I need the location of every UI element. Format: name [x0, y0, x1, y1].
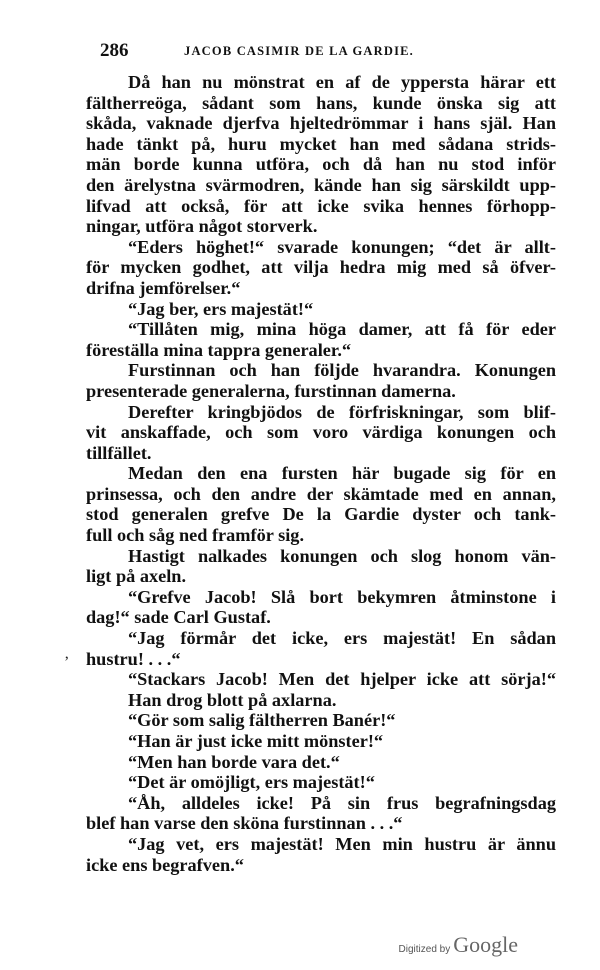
text-line: prinsessa, och den andre der skämtade med en annan, [86, 483, 556, 504]
text-line: “Det är omöjligt, ers majestät!“ [128, 772, 375, 793]
text-line: Furstinnan och han följde hvarandra. Konungen [128, 360, 556, 381]
text-line: icke ens begrafven.“ [86, 854, 244, 875]
text-line: Medan den ena fursten här bugade sig för en [128, 463, 556, 484]
text-line: presenterade generalerna, furstinnan damerna. [86, 380, 456, 401]
text-line: tillfället. [86, 442, 152, 463]
text-line: stod generalen grefve De la Gardie dyster och tank- [86, 504, 556, 525]
text-line: män borde kunna utföra, och då han nu stod inför [86, 154, 556, 175]
text-line: Han drog blott på axlarna. [128, 689, 337, 710]
text-line: “Eders höghet!“ svarade konungen; “det är allt- [128, 236, 556, 257]
text-line: hade tänkt på, huru mycket han med sådana strids- [86, 133, 556, 154]
text-line: Hastigt nalkades konungen och slog honom vän- [128, 545, 556, 566]
text-line: skåda, vaknade djerfva hjeltedrömmar i hans själ. Han [86, 113, 556, 134]
text-line: “Jag vet, ers majestät! Men min hustru är ännu [128, 833, 556, 854]
text-line: “Jag ber, ers majestät!“ [128, 298, 314, 319]
text-line: blef han varse den sköna furstinnan . . .“ [86, 813, 403, 834]
margin-mark: ’ [64, 654, 70, 671]
text-line: hustru! . . .“ [86, 648, 181, 669]
text-line: lifvad att också, för att icke svika hennes förhopp- [86, 195, 556, 216]
text-line: vit anskaffade, och som voro värdiga konungen och [86, 422, 556, 443]
google-logo: Google [453, 932, 518, 957]
text-line: “Grefve Jacob! Slå bort bekymren åtminstone i [128, 586, 556, 607]
text-line: ligt på axeln. [86, 566, 187, 587]
text-line: “Han är just icke mitt mönster!“ [128, 731, 384, 751]
body-text [86, 72, 556, 875]
text-line: Då han nu mönstrat en af de yppersta härar ett [128, 72, 556, 92]
text-line: “Åh, alldeles icke! På sin frus begrafningsdag [128, 792, 556, 813]
text-line: “Tillåten mig, mina höga damer, att få för eder [128, 319, 556, 340]
text-line: fältherreöga, sådant som hans, kunde önska sig att [86, 92, 556, 113]
digitized-by-google-watermark [399, 932, 518, 956]
text-line: dag!“ sade Carl Gustaf. [86, 607, 271, 628]
text-line: föreställa mina tappra generaler.“ [86, 339, 352, 360]
text-line: “Jag förmår det icke, ers majestät! En sådan [128, 628, 556, 649]
text-line: “Men han borde vara det.“ [128, 751, 340, 772]
text-line: “Gör som salig fältherren Banér!“ [128, 710, 396, 731]
text-line: “Stackars Jacob! Men det hjelper icke att sörja!“ [128, 669, 556, 690]
text-line: den ärelystna svärmodren, kände han sig särskildt upp- [86, 174, 556, 195]
page-header [100, 40, 500, 68]
watermark-prefix: Digitized by [398, 944, 451, 955]
page-number: 286 [100, 40, 129, 61]
text-line: Derefter kringbjödos de förfriskningar, som blif- [128, 401, 556, 422]
text-line: ningar, utföra något storverk. [86, 216, 318, 237]
text-line: full och såg ned framför sig. [86, 525, 305, 546]
text-line: drifna jemförelser.“ [86, 277, 241, 298]
running-head: JACOB CASIMIR DE LA GARDIE. [184, 44, 414, 58]
text-line: för mycken godhet, att vilja hedra mig med så öfver- [86, 257, 556, 278]
